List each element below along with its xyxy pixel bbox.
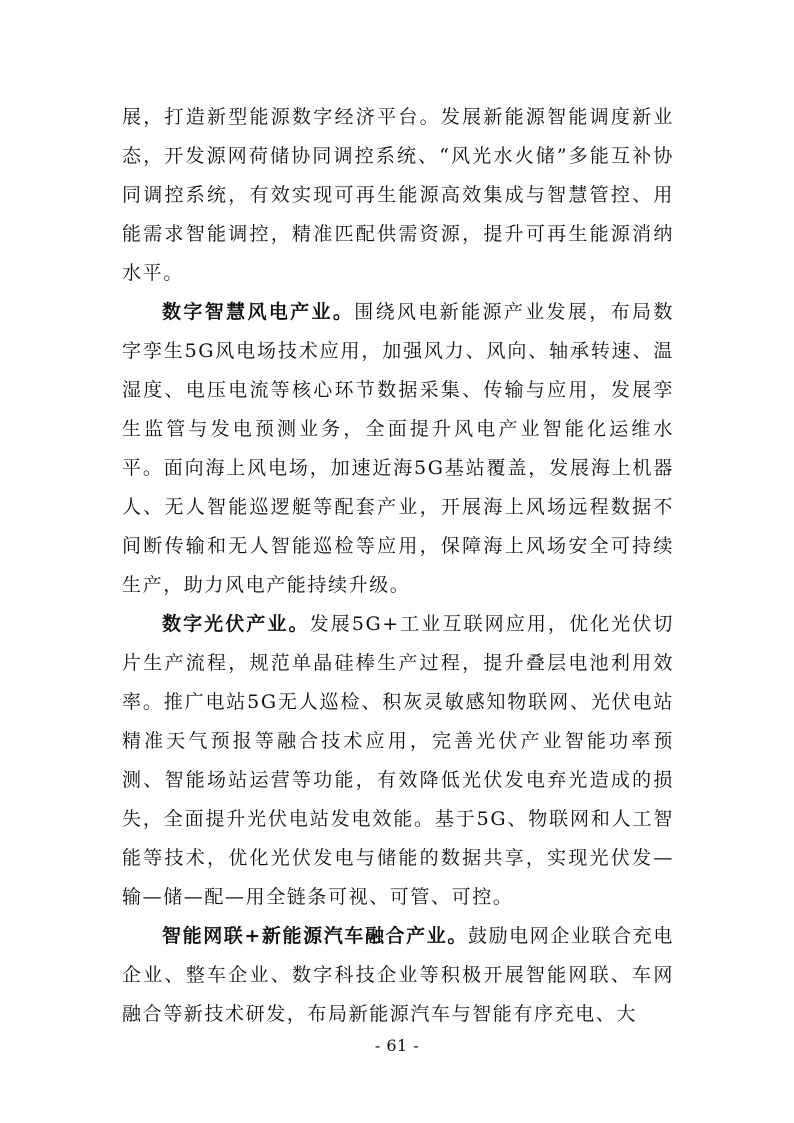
paragraph-text: 鼓励电网企业联合充电企业、整车企业、数字科技企业等积极开展智能网联、车网融合等新技术研发，布局新能源汽车与智能有序充电、大	[122, 925, 674, 1025]
paragraph-ev-integration	[122, 917, 674, 1034]
body-text	[122, 98, 674, 1034]
paragraph-text: 展，打造新型能源数字经济平台。发展新能源智能调度新业态，开发源网荷储协同调控系统、“风光水火储”多能互补协同调控系统，有效实现可再生能源高效集成与智慧管控、用能需求智能调控，精准匹配供需资源，提升可再生能源消纳水平。	[122, 106, 674, 284]
paragraph-photovoltaic	[122, 605, 674, 917]
section-heading: 数字光伏产业。	[162, 613, 310, 635]
paragraph-text: 围绕风电新能源产业发展，布局数字孪生5G风电场技术应用，加强风力、风向、轴承转速、温湿度、电压电流等核心环节数据采集、传输与应用，发展孪生监管与发电预测业务，全面提升风电产业智能化运维水平。面向海上风电场，加速近海5G基站覆盖，发展海上机器人、无人智能巡逻艇等配套产业，开展海上风场远程数据不间断传输和无人智能巡检等应用，保障海上风场安全可持续生产，助力风电产能持续升级。	[122, 301, 674, 596]
paragraph-wind-power	[122, 293, 674, 605]
section-heading: 智能网联+新能源汽车融合产业。	[162, 925, 468, 947]
section-heading: 数字智慧风电产业。	[162, 301, 355, 323]
paragraph-text: 发展5G+工业互联网应用，优化光伏切片生产流程，规范单晶硅棒生产过程，提升叠层电池利用效率。推广电站5G无人巡检、积灰灵敏感知物联网、光伏电站精准天气预报等融合技术应用，完善光伏产业智能功率预测、智能场站运营等功能，有效降低光伏发电弃光造成的损失，全面提升光伏电站发电效能。基于5G、物联网和人工智能等技术，优化光伏发电与储能的数据共享，实现光伏发—输—储—配—用全链条可视、可管、可控。	[122, 613, 674, 908]
paragraph-continuation	[122, 98, 674, 293]
page-number: - 61 -	[374, 1036, 420, 1055]
